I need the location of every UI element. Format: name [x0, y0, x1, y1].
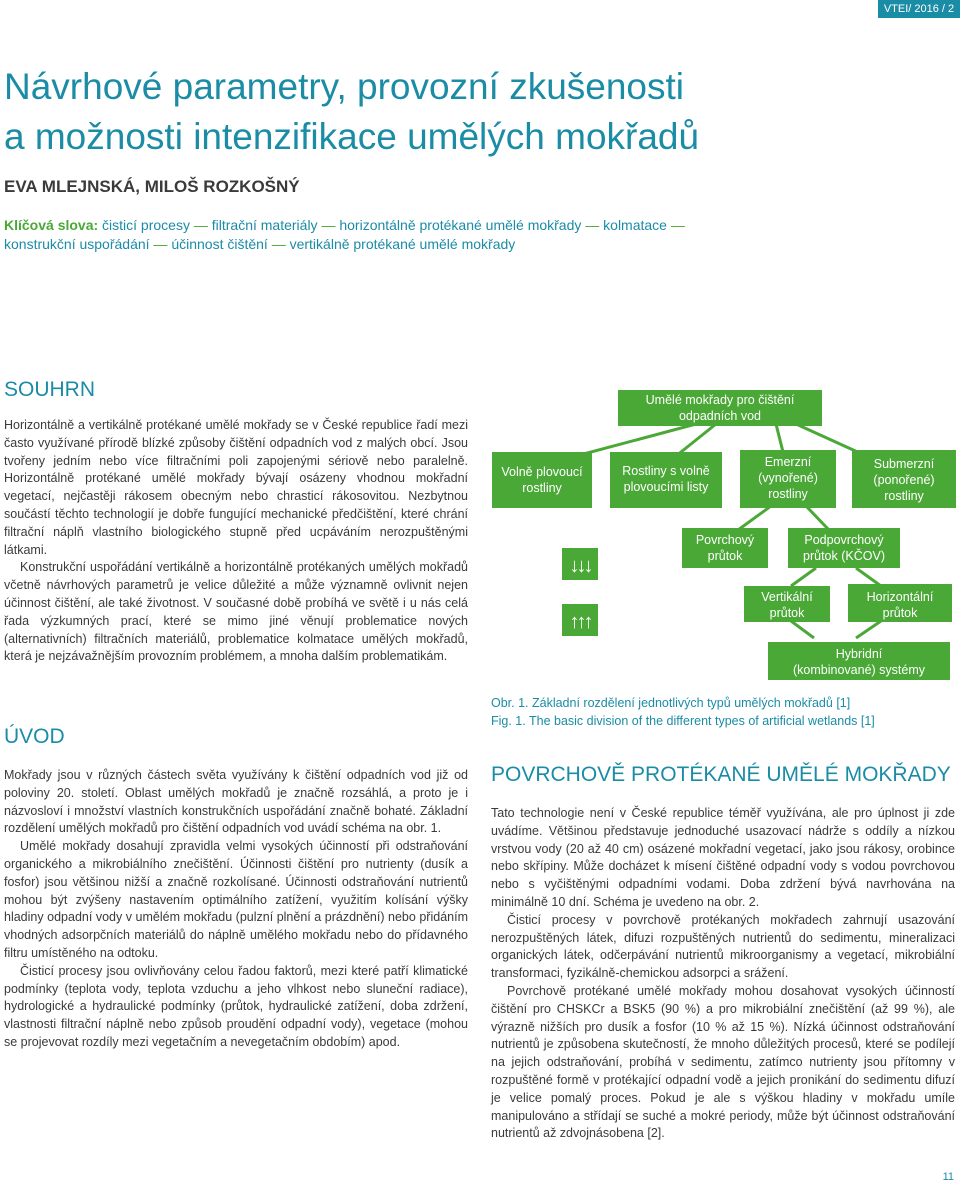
n8-label-1: Horizontální	[866, 590, 934, 604]
keyword-item: filtrační materiály	[211, 217, 318, 233]
povrch-paragraph-2: Čisticí procesy v povrchově protékaných mokřadech zahrnují usazování nerozpuštěných látek, difuzi rozpuštěných nutrientů do sedimentu, mineralizaci organických látek, odčerpávání nutrientů mikroorganismy a vegetací, mikrobiální transformaci, fyzikálně-chemickou adsorpci a srážení.	[491, 912, 955, 981]
n2-label-1: Rostliny s volně	[622, 464, 710, 478]
souhrn-body	[4, 417, 468, 666]
n3-label-3: rostliny	[768, 487, 808, 501]
page-number: 11	[942, 1171, 954, 1183]
n4-label-2: (ponořené)	[873, 473, 935, 487]
n7-label-1: Vertikální	[761, 590, 813, 604]
root-label-2: odpadních vod	[678, 409, 762, 423]
n3-label-2: (vynořené)	[758, 471, 818, 485]
n1-label-2: rostliny	[522, 481, 562, 495]
n5-label-1: Povrchový	[695, 533, 755, 547]
uvod-paragraph-3: Čisticí procesy jsou ovlivňovány celou řadou faktorů, mezi které patří klimatické podmínky (teplota vody, teplota vzduchu a jeho vlhkost nebo sluneční radiace), hydrologické a hydraulické podmínky (průtok, hydraulické zatížení, doba zdržení, vlastnosti filtrační náplně nebo způsob proudění odpadní vody), vegetace (mohou se projevovat rozdíly mezi vegetačním a nevegetačním obdobím) apod.	[4, 963, 468, 1049]
souhrn-paragraph-1: Horizontálně a vertikálně protékané umělé mokřady se v České republice řadí mezi často využívané přírodě blízké způsoby čištění odpadních vod z malých obcí. Jsou tvořeny jedním nebo více filtračními poli zapojenými sériově nebo paralelně. Horizontálně protékané umělé mokřady bývají osázeny vhodnou mokřadní vegetací, nejčastěji rákosem obecným nebo chrasticí rákosovitou. Nezbytnou součástí těchto technologií je dobře fungující mechanické předčištění, které chrání filtrační náplň vlastního biologického stupně před ucpáváním nerozpuštěnými látkami.	[4, 418, 468, 557]
journal-header-label: VTEI/ 2016 / 2	[878, 0, 960, 18]
keyword-separator: —	[149, 236, 172, 252]
povrch-heading: POVRCHOVĚ PROTÉKANÉ UMĚLÉ MOKŘADY	[491, 763, 951, 786]
n9-label-2: (kombinované) systémy	[793, 663, 925, 677]
keyword-separator: —	[267, 236, 290, 252]
keywords	[4, 216, 744, 254]
keyword-item: čisticí procesy	[102, 217, 190, 233]
keywords-label: Klíčová slova:	[4, 217, 103, 233]
souhrn-paragraph-2: Konstrukční uspořádání vertikálně a horizontálně protékaných umělých mokřadů včetně návrhových parametrů je velice důležité a může významně ovlivnit nejen účinnost čištění, ale také životnost. V současné době probíhá ve světě i u nás celá řada výzkumných prací, které se mimo jiné věnují problematice nových (alternativních) filtračních materiálů, problematice kolmatace umělých mokřadů, která je nejzávažnějším provozním problémem, a mnoha dalším problematikám.	[4, 560, 468, 664]
figure-caption-en: Fig. 1. The basic division of the different types of artificial wetlands [1]	[491, 714, 875, 728]
keyword-separator: —	[317, 217, 340, 233]
uvod-body	[4, 767, 468, 1052]
uvod-heading: ÚVOD	[4, 725, 65, 748]
n6-label-1: Podpovrchový	[804, 533, 884, 547]
keyword-item: vertikálně protékané umělé mokřady	[289, 236, 516, 252]
n6-label-2: průtok (KČOV)	[803, 549, 885, 563]
arrows-down-icon: ↓↓↓	[569, 555, 591, 577]
keyword-item: kolmatace	[603, 217, 667, 233]
authors: EVA MLEJNSKÁ, MILOŠ ROZKOŠNÝ	[4, 177, 300, 196]
n2-label-2: plovoucími listy	[623, 480, 709, 494]
keyword-item: konstrukční uspořádání	[4, 236, 150, 252]
figure-caption-cz: Obr. 1. Základní rozdělení jednotlivých typů umělých mokřadů [1]	[491, 696, 851, 710]
povrch-paragraph-3: Povrchově protékané umělé mokřady mohou dosahovat vysokých účinností čištění pro CHSKCr a BSK5 (90 %) a pro mikrobiální znečištění (až 99 %), ale výrazně nižších pro dusík a fosfor (10 % až 15 %). Nízká účinnost odstraňování nutrientů je způsobena skutečností, že mnoho důležitých procesů, které se podílejí na jejich odstraňování, probíhá v sedimentu, zatímco nutrienty jsou přítomny v rozpuštěné formě v protékající odpadní vodě a jejich pronikání do sedimentu difuzí je velice pomalý proces. Pokud je ale s výškou hladiny v mokřadu umíle manipulováno a střídají se suché a mokré periody, může být účinnost odstraňování nutrientů až zdvojnásobena [2].	[491, 983, 955, 1141]
wetland-classification-diagram	[486, 386, 956, 686]
keyword-separator: —	[189, 217, 212, 233]
arrows-up-icon: ↑↑↑	[569, 611, 591, 633]
n1-label-1: Volně plovoucí	[501, 465, 583, 479]
povrch-body	[491, 805, 955, 1143]
n4-label-1: Submerzní	[873, 457, 935, 471]
keyword-item: horizontálně protékané umělé mokřady	[339, 217, 582, 233]
n9-label-1: Hybridní	[835, 647, 883, 661]
title-line-2: a možnosti intenzifikace umělých mokřadů	[4, 116, 700, 157]
root-label-1: Umělé mokřady pro čištění	[645, 393, 795, 407]
keyword-separator: —	[581, 217, 604, 233]
article-title	[4, 62, 904, 162]
keyword-separator: —	[666, 217, 685, 233]
title-line-1: Návrhové parametry, provozní zkušenosti	[4, 66, 685, 107]
n7-label-2: průtok	[769, 606, 805, 620]
n4-label-3: rostliny	[884, 489, 924, 503]
keyword-item: účinnost čištění	[171, 236, 268, 252]
n3-label-1: Emerzní	[764, 455, 812, 469]
souhrn-heading: SOUHRN	[4, 378, 96, 401]
n5-label-2: průtok	[707, 549, 743, 563]
uvod-paragraph-1: Mokřady jsou v různých částech světa využívány k čištění odpadních vod již od poloviny 20. století. Oblast umělých mokřadů je značně rozsáhlá, a proto je i názvosloví i množství vlastních konstrukčních uspořádání značně bohaté. Základní rozdělení umělých mokřadů pro čištění odpadních vod uvádí schéma na obr. 1.	[4, 768, 468, 836]
povrch-paragraph-1: Tato technologie není v České republice téměř využívána, ale pro úplnost ji zde uvádíme. Většinou představuje jednoduché usazovací nádrže s oddíly a nízkou vrstvou vody (20 až 40 cm) osázené mokřadní vegetací, jako jsou rákosy, orobince nebo skřípiny. Může docházet k mísení čištěné odpadní vody s vodou povrchovou nebo s vyčištěnými odpadními vodami. Doba zdržení bývá navrhována na minimálně 10 dní. Schéma je uvedeno na obr. 2.	[491, 806, 955, 909]
uvod-paragraph-2: Umělé mokřady dosahují zpravidla velmi vysokých účinností při odstraňování organického a mikrobiálního znečištění. Účinnosti čištění pro nutrienty (dusík a fosfor) jsou většinou nižší a značně rozkolísané. Účinnosti odstraňování nutrientů mohou být zvýšeny nastavením optimálního zatížení, využitím kolísání výšky hladiny odpadní vody v umělém mokřadu (pulzní plnění a prázdnění) nebo přidáním vhodných adsorpčních materiálů do náplně umělého mokřadu nebo do přídavného filtru umístěného na odtoku.	[4, 839, 468, 960]
n8-label-2: průtok	[882, 606, 918, 620]
